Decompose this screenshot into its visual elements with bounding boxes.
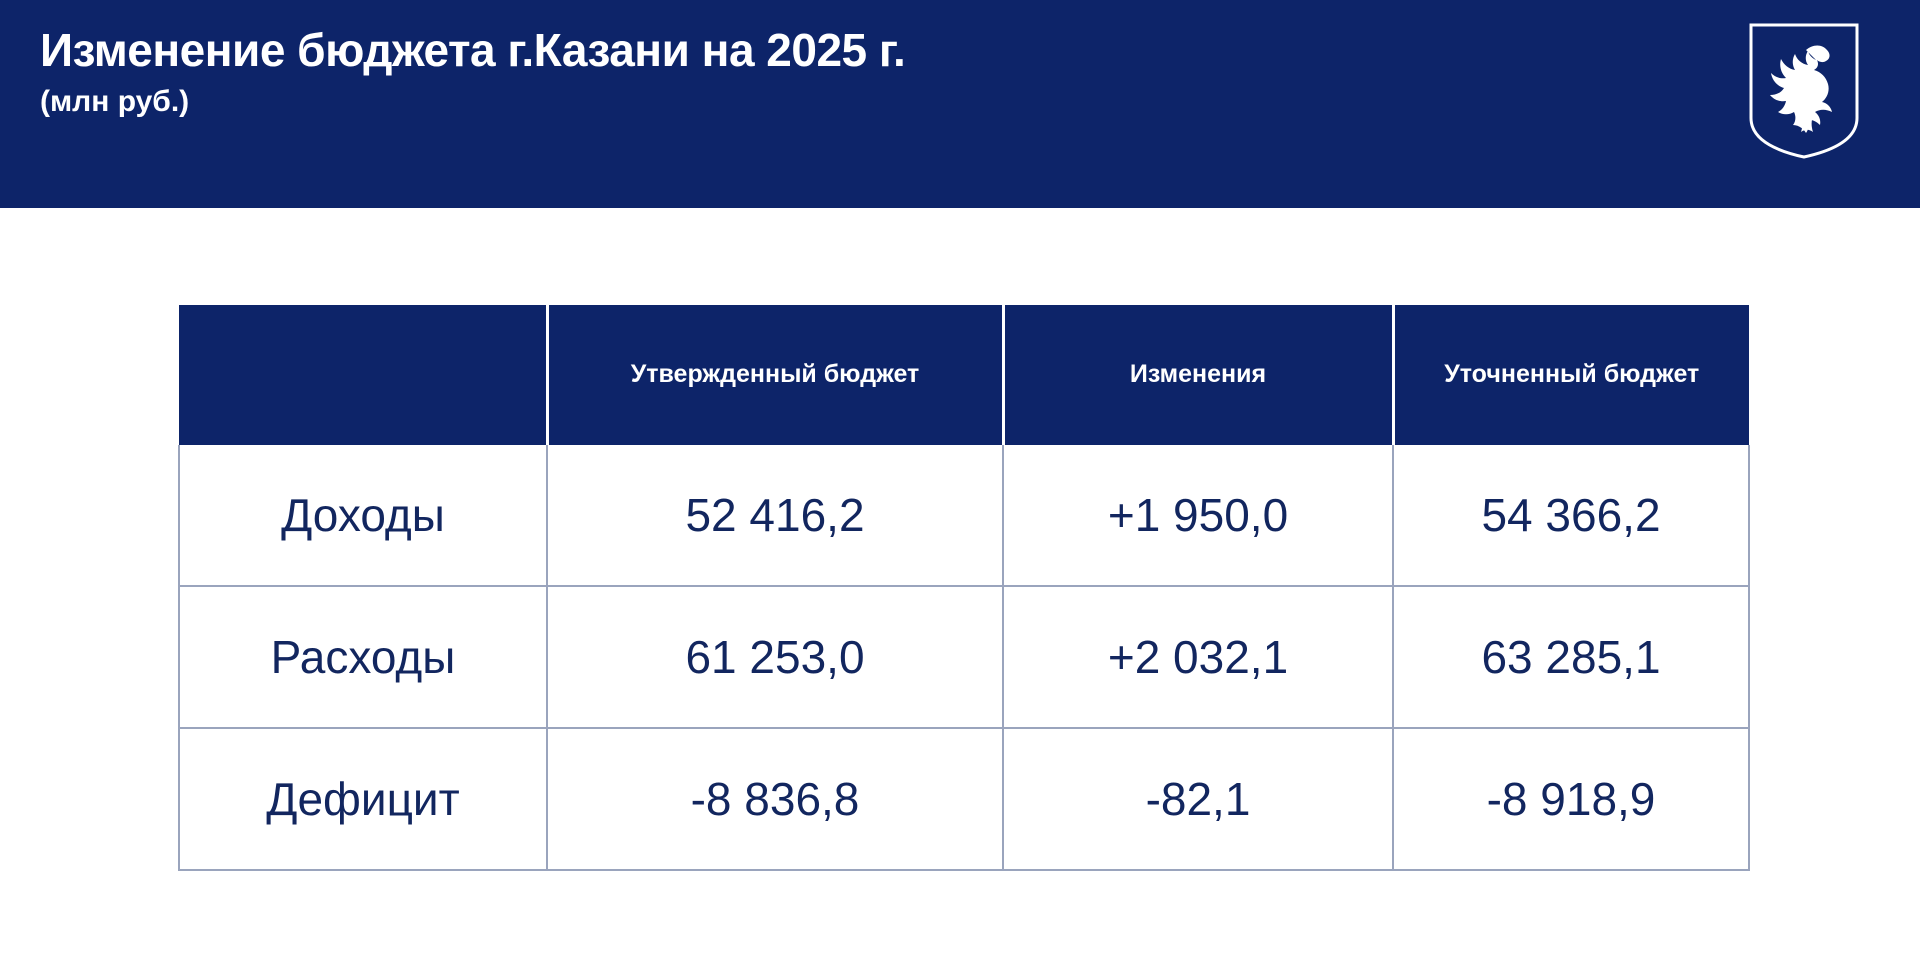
slide-header <box>0 0 1920 208</box>
table-row <box>179 445 1749 586</box>
table-header-revised: Уточненный бюджет <box>1393 305 1749 445</box>
cell-deficit-approved: -8 836,8 <box>547 728 1003 870</box>
table-header-row <box>179 305 1749 445</box>
page-subtitle: (млн руб.) <box>40 84 190 118</box>
table-header-changes: Изменения <box>1003 305 1393 445</box>
row-label-deficit: Дефицит <box>179 728 547 870</box>
table-row <box>179 728 1749 870</box>
cell-expenses-changes: +2 032,1 <box>1003 586 1393 728</box>
cell-income-approved: 52 416,2 <box>547 445 1003 586</box>
row-label-income: Доходы <box>179 445 547 586</box>
cell-income-changes: +1 950,0 <box>1003 445 1393 586</box>
row-label-expenses: Расходы <box>179 586 547 728</box>
cell-deficit-revised: -8 918,9 <box>1393 728 1749 870</box>
budget-table <box>178 305 1750 871</box>
cell-deficit-changes: -82,1 <box>1003 728 1393 870</box>
table-header-approved: Утвержденный бюджет <box>547 305 1003 445</box>
cell-income-revised: 54 366,2 <box>1393 445 1749 586</box>
table-header-corner <box>179 305 547 445</box>
cell-expenses-approved: 61 253,0 <box>547 586 1003 728</box>
page-title: Изменение бюджета г.Казани на 2025 г. <box>40 24 906 76</box>
kazan-coat-of-arms-icon <box>1748 22 1860 160</box>
cell-expenses-revised: 63 285,1 <box>1393 586 1749 728</box>
budget-table-container <box>178 305 1748 871</box>
table-row <box>179 586 1749 728</box>
